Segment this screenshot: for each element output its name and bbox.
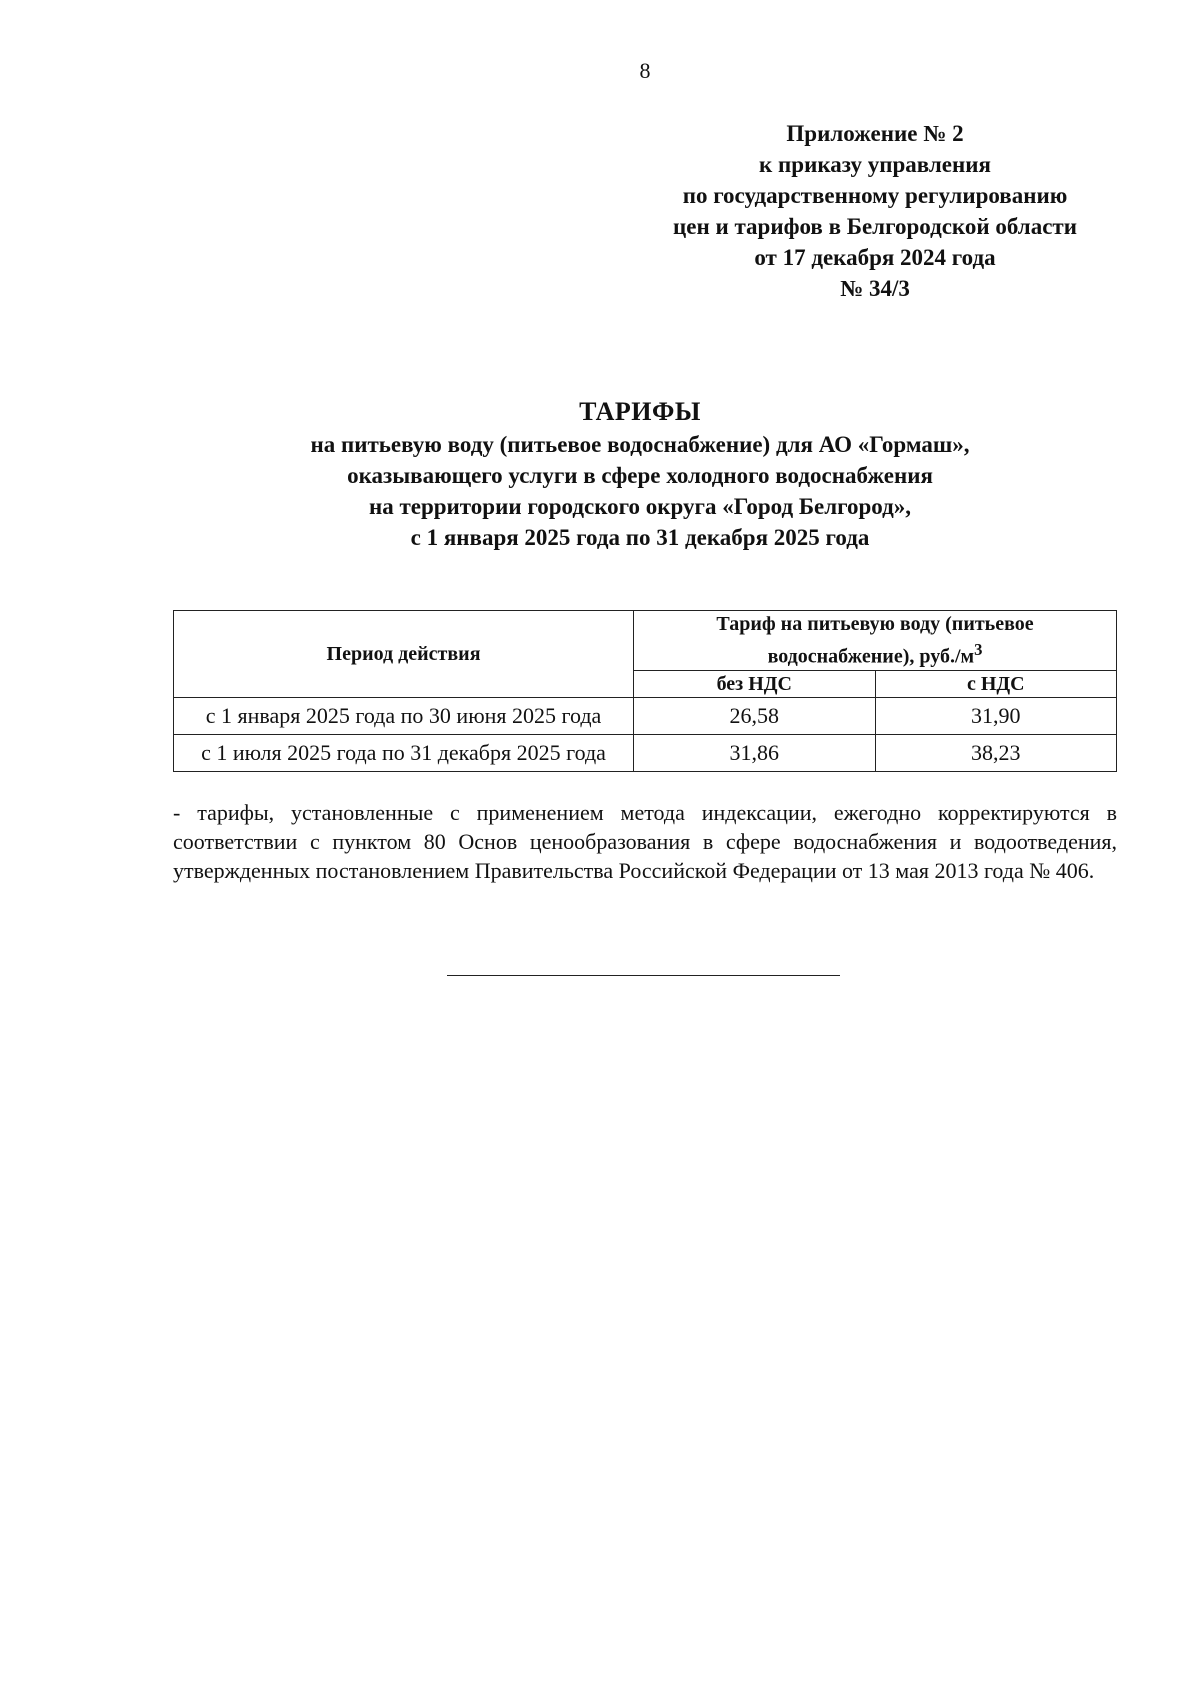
appendix-line: по государственному регулированию bbox=[682, 183, 1068, 208]
note-paragraph: - тарифы, установленные с применением метода индексации, ежегодно корректируются в соответствии с пунктом 80 Основ ценообразования в сфере водоснабжения и водоотведения, утвержденных постановлением Правительства Российской Федерации от 13 мая 2013 года № 406. bbox=[173, 800, 1117, 883]
document-title bbox=[150, 395, 1130, 553]
header-tariff-line1: Тариф на питьевую воду (питьевое bbox=[716, 613, 1034, 635]
title-line: на территории городского округа «Город Белгород», bbox=[368, 494, 912, 519]
divider-line bbox=[447, 975, 840, 976]
appendix-line: от 17 декабря 2024 года bbox=[754, 245, 996, 270]
appendix-line: цен и тарифов в Белгородской области bbox=[673, 214, 1077, 239]
tariff-table bbox=[173, 610, 1117, 772]
page-number: 8 bbox=[639, 58, 651, 83]
header-tariff-unit-sup: 3 bbox=[974, 640, 983, 659]
appendix-line: к приказу управления bbox=[759, 152, 991, 177]
cell-period: с 1 января 2025 года по 30 июня 2025 года bbox=[174, 697, 634, 734]
cell-no-vat: 31,86 bbox=[634, 734, 875, 771]
title-line: на питьевую воду (питьевое водоснабжение) для АО «Гормаш», bbox=[310, 432, 970, 457]
table-row bbox=[174, 734, 1117, 771]
header-tariff bbox=[634, 611, 1117, 671]
cell-with-vat: 38,23 bbox=[875, 734, 1116, 771]
appendix-header bbox=[625, 118, 1125, 304]
header-tariff-line2: водоснабжение), руб./м bbox=[767, 645, 975, 668]
appendix-line: № 34/3 bbox=[840, 276, 910, 301]
title-line: оказывающего услуги в сфере холодного водоснабжения bbox=[347, 463, 933, 488]
title-main: ТАРИФЫ bbox=[579, 397, 701, 426]
header-with-vat: с НДС bbox=[875, 670, 1116, 697]
cell-no-vat: 26,58 bbox=[634, 697, 875, 734]
table-row bbox=[174, 697, 1117, 734]
header-no-vat: без НДС bbox=[634, 670, 875, 697]
cell-period: с 1 июля 2025 года по 31 декабря 2025 года bbox=[174, 734, 634, 771]
title-line: с 1 января 2025 года по 31 декабря 2025 года bbox=[410, 525, 870, 550]
appendix-line: Приложение № 2 bbox=[786, 121, 964, 146]
cell-with-vat: 31,90 bbox=[875, 697, 1116, 734]
header-period: Период действия bbox=[174, 611, 634, 698]
